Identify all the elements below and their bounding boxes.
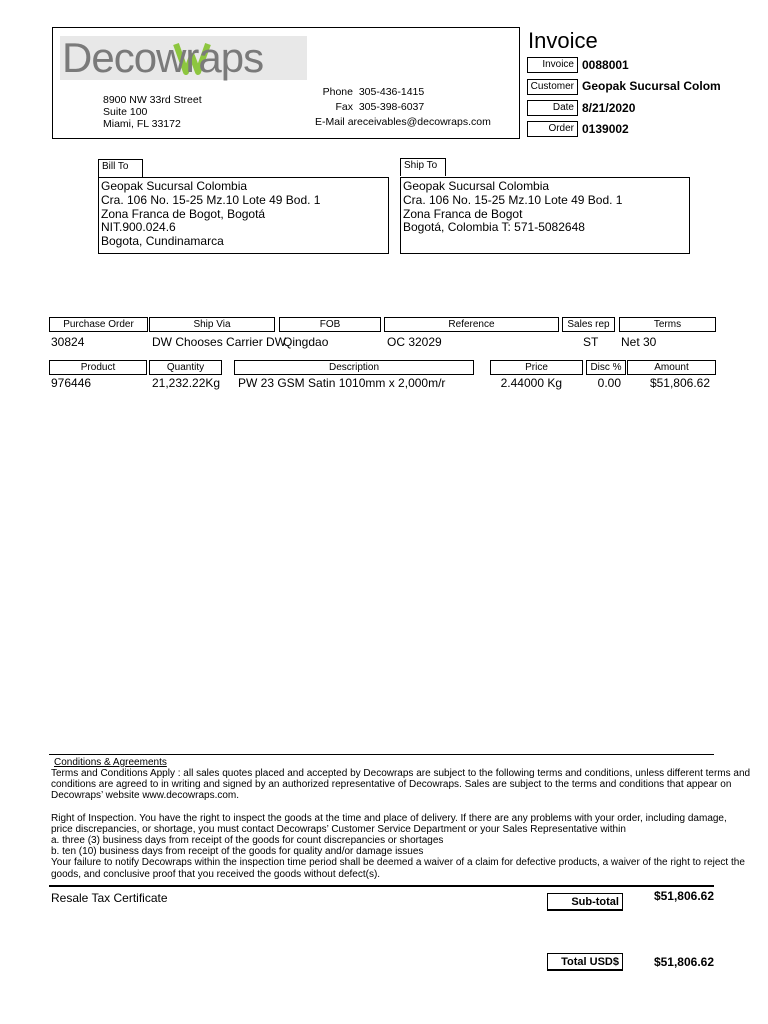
subtotal-value: $51,806.62 bbox=[653, 889, 714, 903]
price-header: Price bbox=[490, 360, 583, 375]
conditions-line: b. ten (10) business days from receipt of the goods for quality and/or damage issues bbox=[51, 846, 424, 858]
invoice-number-value: 0088001 bbox=[582, 58, 629, 72]
quantity-cell: 21,232.22Kg bbox=[152, 376, 221, 390]
terms-header: Terms bbox=[619, 317, 716, 332]
date-value: 8/21/2020 bbox=[582, 101, 636, 115]
conditions-line: Terms and Conditions Apply : all sales quotes placed and accepted by Decowraps are subject to the following terms and conditions, unless different terms and bbox=[51, 768, 751, 779]
product-cell: 976446 bbox=[51, 376, 92, 390]
subtotal-label: Sub-total bbox=[547, 893, 623, 911]
ship-via-header: Ship Via bbox=[149, 317, 275, 332]
conditions-line: a. three (3) business days from receipt of the goods for count discrepancies or shortages bbox=[51, 835, 444, 847]
conditions-line: price discrepancies, or shortage, you must contact Decowraps’ Customer Service Department or your Sales Representative within bbox=[51, 823, 626, 835]
terms-value: Net 30 bbox=[621, 335, 657, 349]
conditions-line: Right of Inspection. You have the right to inspect the goods at the time and place of delivery. If there are any problems with your order, including damage, bbox=[51, 812, 727, 824]
company-contact bbox=[315, 85, 491, 130]
ship-to-line: Cra. 106 No. 15-25 Mz.10 Lote 49 Bod. 1 bbox=[403, 192, 623, 207]
conditions-top-rule bbox=[49, 754, 714, 755]
conditions-text bbox=[51, 768, 751, 880]
description-header: Description bbox=[234, 360, 474, 375]
conditions-bottom-rule bbox=[49, 885, 714, 887]
bill-to-line: Geopak Sucursal Colombia bbox=[101, 179, 248, 193]
conditions-title: Conditions & Agreements bbox=[54, 757, 167, 768]
ship-to-label: Ship To bbox=[400, 158, 446, 176]
date-label: Date bbox=[527, 100, 578, 116]
fob-value: Qingdao bbox=[283, 335, 329, 349]
fob-header: FOB bbox=[279, 317, 381, 332]
invoice-title: Invoice bbox=[528, 28, 598, 53]
sales-rep-header: Sales rep bbox=[562, 317, 615, 332]
customer-label: Customer bbox=[527, 79, 578, 95]
purchase-order-value: 30824 bbox=[51, 335, 85, 349]
ship-to-line: Zona Franca de Bogot bbox=[403, 206, 523, 221]
total-label: Total USD$ bbox=[547, 953, 623, 971]
amount-header: Amount bbox=[627, 360, 716, 375]
quantity-header: Quantity bbox=[149, 360, 222, 375]
conditions-line: goods, and conclusive proof that you received the goods without defect(s). bbox=[51, 868, 381, 880]
email-value: areceivables@decowraps.com bbox=[347, 116, 491, 128]
disc-cell: 0.00 bbox=[597, 376, 621, 390]
email-label: E-Mail bbox=[315, 116, 345, 128]
bill-to-label: Bill To bbox=[98, 159, 143, 177]
fax-row bbox=[315, 100, 491, 115]
amount-cell: $51,806.62 bbox=[649, 376, 710, 390]
address-line: Miami, FL 33172 bbox=[103, 118, 181, 130]
conditions-line: conditions are agreed to in writing and signed by an authorized representative of Decowraps. Sales are subject to the terms and conditions that appear on bbox=[51, 779, 732, 791]
ship-to-line: Bogotá, Colombia T: 571-5082648 bbox=[403, 220, 585, 235]
purchase-order-header: Purchase Order bbox=[49, 317, 148, 332]
bill-to-line: Zona Franca de Bogot, Bogotá bbox=[101, 206, 266, 221]
phone-label: Phone bbox=[322, 86, 353, 98]
description-cell: PW 23 GSM Satin 1010mm x 2,000m/r bbox=[238, 376, 446, 390]
email-row bbox=[315, 115, 491, 130]
logo-text: Decowraps bbox=[62, 34, 264, 81]
bill-to-line: Cra. 106 No. 15-25 Mz.10 Lote 49 Bod. 1 bbox=[101, 192, 321, 207]
bill-to-line: Bogota, Cundinamarca bbox=[101, 234, 224, 249]
conditions-line: Your failure to notify Decowraps within the inspection time period shall be deemed a waiver of a claim for defective products, a waiver of the right to reject the bbox=[51, 857, 745, 869]
ship-to-box bbox=[400, 177, 690, 254]
price-cell: 2.44000 Kg bbox=[500, 376, 562, 390]
reference-header: Reference bbox=[384, 317, 559, 332]
ship-via-value: DW Chooses Carrier DW bbox=[152, 335, 287, 349]
order-label: Order bbox=[527, 121, 578, 137]
sales-rep-value: ST bbox=[583, 335, 599, 349]
resale-tax-label: Resale Tax Certificate bbox=[51, 891, 168, 905]
company-address bbox=[103, 94, 202, 130]
reference-value: OC 32029 bbox=[387, 335, 442, 349]
conditions-spacer bbox=[51, 802, 719, 813]
address-line: 8900 NW 33rd Street bbox=[103, 94, 202, 106]
fax-label: Fax bbox=[335, 101, 353, 113]
address-line: Suite 100 bbox=[103, 106, 148, 118]
bill-to-line: NIT.900.024.6 bbox=[101, 220, 176, 235]
invoice-number-label: Invoice bbox=[527, 57, 578, 73]
company-logo bbox=[60, 36, 307, 80]
phone-row bbox=[315, 85, 491, 100]
order-value: 0139002 bbox=[582, 122, 629, 136]
total-value: $51,806.62 bbox=[653, 955, 714, 969]
fax-value: 305-398-6037 bbox=[358, 101, 425, 113]
conditions-line: Decowraps’ website www.decowraps.com. bbox=[51, 790, 240, 802]
ship-to-line: Geopak Sucursal Colombia bbox=[403, 179, 550, 193]
product-header: Product bbox=[49, 360, 147, 375]
customer-value: Geopak Sucursal Colom bbox=[582, 79, 721, 93]
disc-header: Disc % bbox=[586, 360, 626, 375]
bill-to-box bbox=[98, 177, 389, 254]
phone-value: 305-436-1415 bbox=[358, 86, 425, 98]
